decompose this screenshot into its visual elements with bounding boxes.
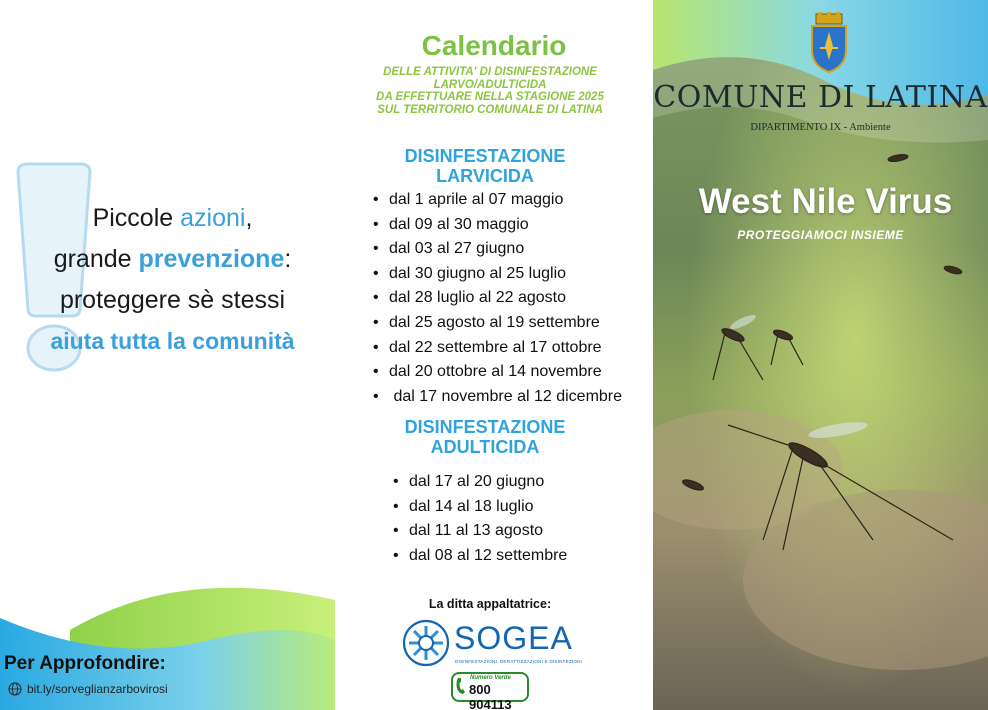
left-panel: [0, 0, 335, 710]
sogea-logo-icon: [401, 618, 451, 668]
page-subtitle: PROTEGGIAMOCI INSIEME: [737, 228, 904, 242]
list-item: • dal 28 luglio al 22 agosto: [371, 286, 622, 311]
more-info-title: Per Approfondire:: [4, 653, 166, 674]
more-info-url[interactable]: bit.ly/sorveglianzarbovirosi: [27, 682, 168, 696]
list-item: • dal 14 al 18 luglio: [391, 495, 567, 520]
municipality-name: COMUNE DI LATINA: [653, 80, 988, 115]
list-item: • dal 17 al 20 giugno: [391, 470, 567, 495]
list-item: • dal 30 giugno al 25 luglio: [371, 262, 622, 287]
list-item: • dal 03 al 27 giugno: [371, 237, 622, 262]
adulticida-title: DISINFESTAZIONE ADULTICIDA: [404, 417, 566, 457]
page-title: West Nile Virus: [698, 182, 953, 221]
department-name: DIPARTIMENTO IX - Ambiente: [750, 122, 891, 133]
list-item: • dal 08 al 12 settembre: [391, 544, 567, 569]
list-item: • dal 1 aprile al 07 maggio: [371, 188, 622, 213]
list-item: • dal 17 novembre al 12 dicembre: [371, 385, 622, 410]
adulticida-dates: [391, 470, 567, 568]
middle-panel: [335, 0, 653, 710]
slogan: Piccole azioni, grande prevenzione: proteggere sè stessi aiuta tutta la comunità: [50, 204, 295, 354]
phone-icon: [455, 677, 467, 695]
more-info-link[interactable]: [8, 682, 168, 696]
company-tagline: DISINFESTAZIONI, DERATTIZZAZIONI E DISINFEZIONI: [455, 659, 583, 664]
toll-free-number[interactable]: [451, 672, 529, 710]
toll-free-label: Numero Verde: [470, 675, 511, 681]
calendar-title: Calendario: [421, 30, 567, 61]
globe-icon: [8, 682, 22, 696]
list-item: • dal 09 al 30 maggio: [371, 213, 622, 238]
list-item: • dal 25 agosto al 19 settembre: [371, 311, 622, 336]
calendar-subtitle: DELLE ATTIVITA' DI DISINFESTAZIONE LARVO/ADULTICIDA DA EFFETTUARE NELLA STAGIONE 2025 SUL TERRITORIO COMUNALE DI LATINA: [376, 66, 604, 116]
right-panel: [653, 0, 988, 710]
contractor-label: La ditta appaltatrice:: [428, 597, 552, 611]
larvicida-title: DISINFESTAZIONE LARVICIDA: [404, 146, 566, 186]
phone-number[interactable]: 800 904113: [469, 682, 512, 710]
list-item: • dal 22 settembre al 17 ottobre: [371, 336, 622, 361]
company-name: SOGEA: [454, 620, 573, 656]
list-item: • dal 20 ottobre al 14 novembre: [371, 360, 622, 385]
list-item: • dal 11 al 13 agosto: [391, 519, 567, 544]
coat-of-arms-icon: [808, 12, 850, 74]
larvicida-dates: [371, 188, 622, 409]
